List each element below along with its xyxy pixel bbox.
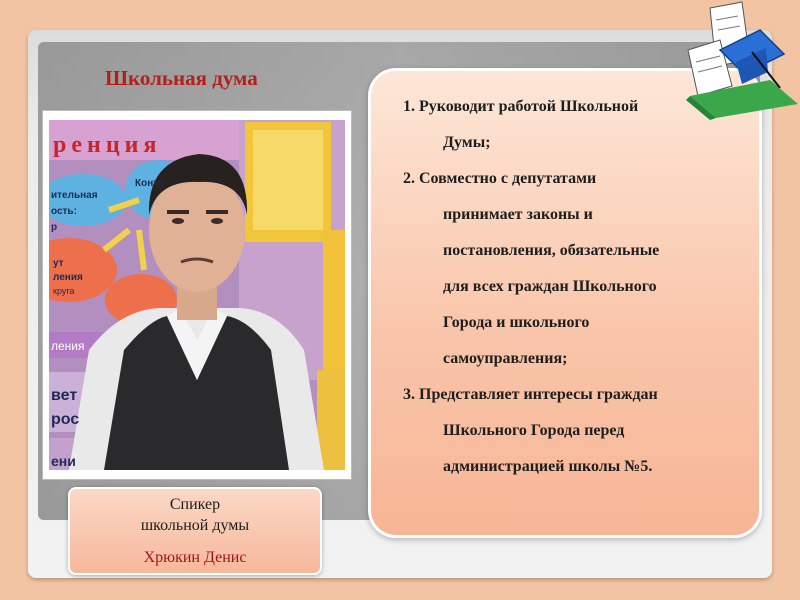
speaker-role-line-2: школьной думы <box>140 517 250 534</box>
svg-text:ени: ени <box>51 453 76 469</box>
duty-item-2-line-6: самоуправления; <box>443 350 568 367</box>
svg-text:ут: ут <box>53 258 64 269</box>
svg-text:вет: вет <box>51 387 78 404</box>
svg-text:ления: ления <box>53 272 83 283</box>
speaker-role-line-1: Спикер <box>169 496 221 513</box>
svg-text:круга: круга <box>53 286 75 296</box>
svg-text:р: р <box>51 222 58 233</box>
speaker-photo <box>49 120 345 470</box>
duty-item-2-line-1: 2. Совместно с депутатами <box>403 170 597 187</box>
duty-item-3-line-1: 3. Представляет интересы граждан <box>403 386 658 403</box>
speaker-role <box>70 494 320 536</box>
svg-text:ительная: ительная <box>51 190 98 201</box>
svg-text:ость:: ость: <box>51 206 77 217</box>
speaker-name: Хрюкин Денис <box>143 549 247 566</box>
svg-text:Контр: Контр <box>135 178 165 189</box>
svg-text:ренция: ренция <box>53 132 162 158</box>
svg-text:рос: рос <box>51 411 80 428</box>
speaker-photo-image <box>49 120 345 470</box>
duty-item-1-line-2: Думы; <box>443 134 491 151</box>
duty-item-1-line-1: 1. Руководит работой Школьной <box>403 98 639 115</box>
duties-card <box>368 68 762 538</box>
duty-item-3-line-2: Школьного Города перед <box>443 422 625 439</box>
duty-item-2-line-2: принимает законы и <box>443 206 593 223</box>
slide-title: Школьная дума <box>105 66 258 90</box>
duty-item-2-line-5: Города и школьного <box>443 314 590 331</box>
duty-item-2-line-3: постановления, обязательные <box>443 242 660 259</box>
photo-frame <box>42 110 352 480</box>
speaker-caption <box>68 487 322 575</box>
graduation-cap-icon <box>680 0 800 122</box>
duty-item-3-line-3: администрацией школы №5. <box>443 458 653 475</box>
svg-text:ления: ления <box>51 339 85 353</box>
duty-item-2-line-4: для всех граждан Школьного <box>443 278 657 295</box>
